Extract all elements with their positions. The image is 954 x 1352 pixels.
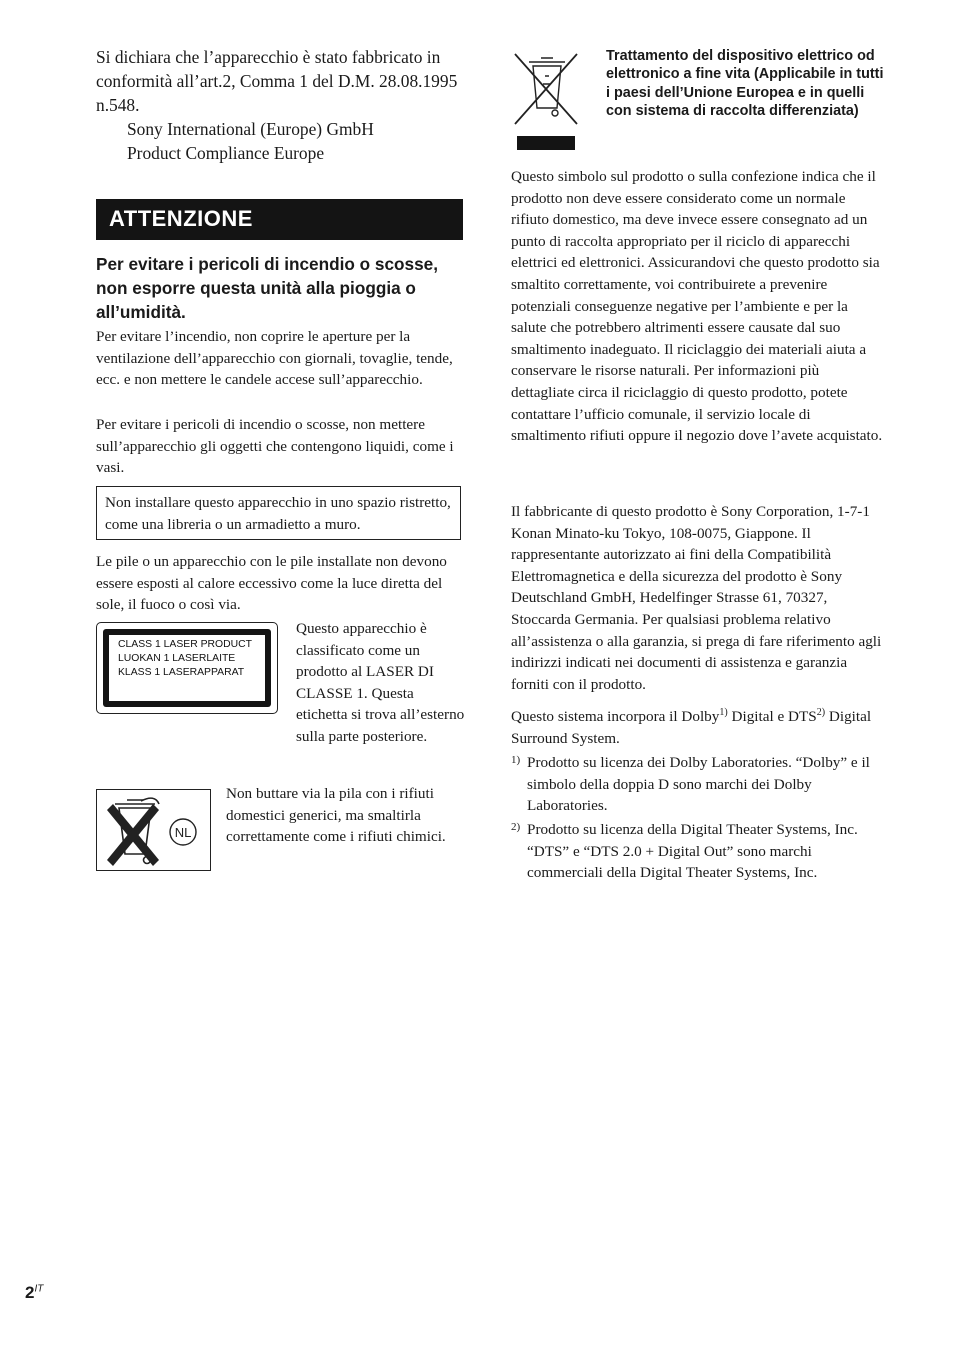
- footnote-dts: [511, 819, 883, 884]
- laser-label-line: LUOKAN 1 LASERLAITE: [118, 653, 236, 664]
- declaration-text: Si dichiara che l’apparecchio è stato fabbricato in conformità all’art.2, Comma 1 del D.M. 28.08.1995 n.548.: [96, 47, 458, 115]
- page-number: [25, 1283, 43, 1303]
- system-text-post: Digital Surround System.: [511, 708, 872, 747]
- manufacturer-paragraph: Il fabbricante di questo prodotto è Sony Corporation, 1-7-1 Konan Minato-ku Tokyo, 108-0075, Giappone. Il rappresentante autorizzato ai fini della Compatibilità Elettromagnetica e della sicurezza del prodotto è Sony Deutschland GmbH, Hedelfinger Strasse 61, 70327, Stoccarda Germania. Per qualsiasi problema relativo all’assistenza o alla garanzia, si prega di fare riferimento agli indirizzi indicati nei documenti di assistenza e garanzia forniti con il prodotto.: [511, 503, 882, 693]
- battery-disposal-text: Non buttare via la pila con i rifiuti domestici generici, ma smaltirla correttamente come i rifiuti chimici.: [226, 785, 446, 846]
- warning-paragraph-liquids: Per evitare i pericoli di incendio o scosse, non mettere sull’apparecchio gli oggetti che contengono liquidi, come i vasi.: [96, 416, 454, 477]
- warning-heading: Per evitare i pericoli di incendio o scosse, non esporre questa unità alla pioggia o all’umidità.: [96, 254, 438, 322]
- banner-title: ATTENZIONE: [109, 206, 253, 231]
- system-text-mid: Digital e DTS: [727, 708, 817, 725]
- footnote-mark: 2): [511, 821, 521, 833]
- laser-description: Questo apparecchio è classificato come un prodotto al LASER DI CLASSE 1. Questa etichetta si trova all’esterno sulla parte posteriore.: [296, 620, 465, 745]
- laser-label-text: [109, 635, 265, 701]
- surround-system-paragraph: [511, 706, 883, 749]
- nl-icon-label: NL: [174, 825, 192, 840]
- footnote-text: Prodotto su licenza della Digital Theater Systems, Inc. “DTS” e “DTS 2.0 + Digital Out” sono marchi commerciali della Digital Theater Systems, Inc.: [527, 821, 858, 882]
- battery-disposal-icon: [96, 789, 211, 871]
- crossed-wheelie-bin-icon: [511, 50, 581, 152]
- installation-notice-text: Non installare questo apparecchio in uno spazio ristretto, come una libreria o un armadietto a muro.: [105, 494, 451, 533]
- footnote-text: Prodotto su licenza dei Dolby Laboratories. “Dolby” e il simbolo della doppia D sono marchi dei Dolby Laboratories.: [527, 754, 870, 815]
- attention-banner: [96, 199, 463, 240]
- battery-heat-warning: Le pile o un apparecchio con le pile installate non devono essere esposti al calore eccessivo come la luce diretta del sole, il fuoco o così via.: [96, 553, 447, 614]
- company-department: Product Compliance Europe: [127, 143, 325, 163]
- weee-heading: Trattamento del dispositivo elettrico od elettronico a fine vita (Applicabile in tutti i paesi dell’Unione Europea e in quelli con sistema di raccolta differenziata): [606, 48, 884, 119]
- warning-paragraph-fire: Per evitare l’incendio, non coprire le aperture per la ventilazione dell’apparecchio con giornali, tovaglie, tende, ecc. e non mettere le candele accese sull’apparecchio.: [96, 328, 453, 389]
- company-name: Sony International (Europe) GmbH: [127, 119, 374, 139]
- footnote-mark: 1): [511, 754, 521, 766]
- system-text-pre: Questo sistema incorpora il Dolby: [511, 708, 720, 725]
- installation-notice-box: [96, 486, 461, 540]
- laser-label-line: CLASS 1 LASER PRODUCT: [118, 639, 252, 650]
- page-number-value: 2: [25, 1283, 35, 1302]
- page-language-code: IT: [34, 1283, 44, 1295]
- crossed-bin-icon: [97, 790, 210, 870]
- laser-label-line: KLASS 1 LASERAPPARAT: [118, 667, 245, 678]
- laser-class-label: [96, 622, 278, 714]
- footnote-dolby: [511, 752, 883, 817]
- intro-declaration: [96, 45, 466, 165]
- weee-icon: [511, 50, 581, 152]
- footnote-ref-1: 1): [719, 706, 728, 718]
- footnote-ref-2: 2): [816, 706, 826, 718]
- weee-paragraph: Questo simbolo sul prodotto o sulla confezione indica che il prodotto non deve essere considerato come un normale rifiuto domestico, ma deve invece essere consegnato ad un punto di raccolta appropriato per il riciclo di apparecchi elettrici ed elettronici. Assicurandovi che questo prodotto sia smaltito correttamente, voi contribuirete a prevenire potenziali conseguenze negative per l’ambiente e per la salute che potrebbero altrimenti essere causate dal suo smaltimento inadeguato. Il riciclaggio dei materiali aiuta a conservare le risorse naturali. Per informazioni più dettagliate circa il riciclaggio di questo prodotto, potete contattare l’ufficio comunale, il servizio locale di smaltimento rifiuti oppure il negozio dove l’avete acquistato.: [511, 168, 883, 445]
